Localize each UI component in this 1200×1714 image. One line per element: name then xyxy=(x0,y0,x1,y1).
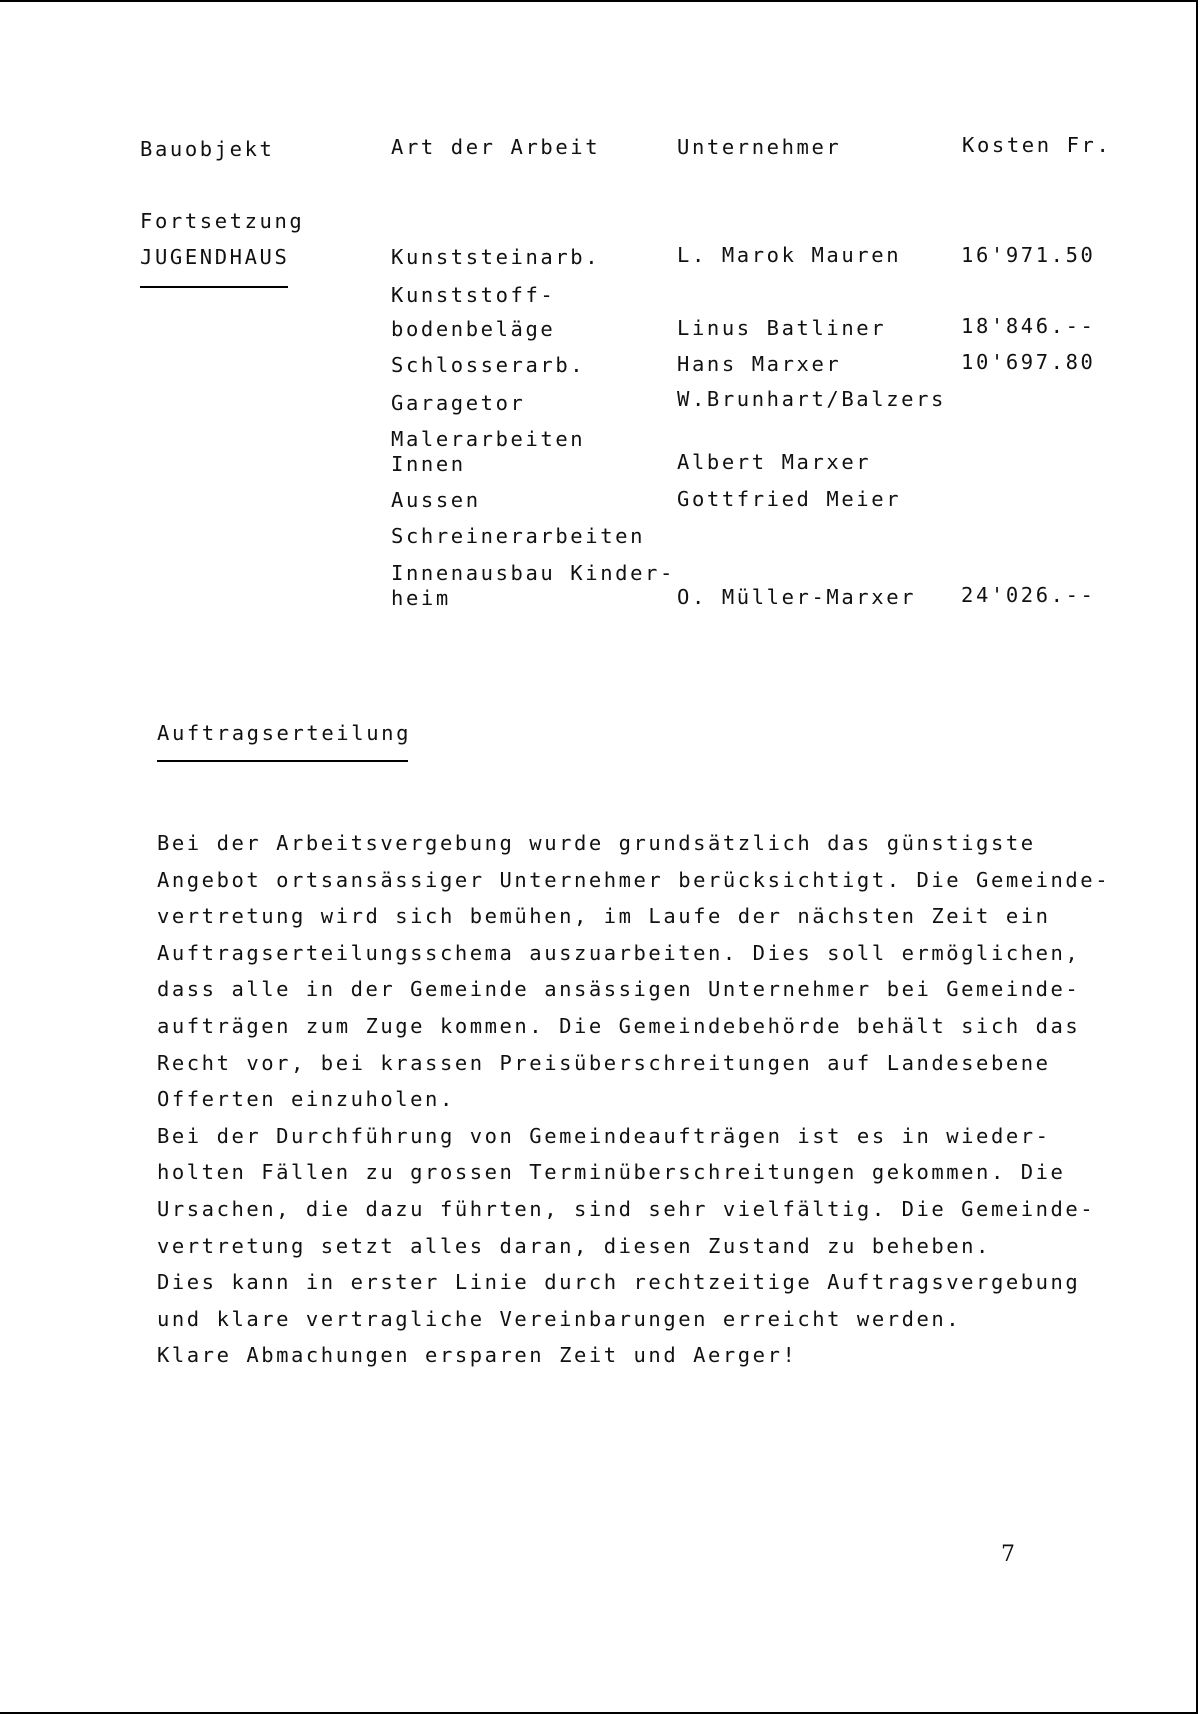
body-line: Angebot ortsansässiger Unternehmer berücksichtigt. Die Gemeinde- xyxy=(157,867,1111,892)
header-kosten: Kosten Fr. xyxy=(962,133,1112,157)
cost: 16'971.50 xyxy=(961,243,1096,267)
contractor: Gottfried Meier xyxy=(677,487,902,511)
work-item: Schreinerarbeiten xyxy=(391,524,646,548)
body-line: aufträgen zum Zuge kommen. Die Gemeindebehörde behält sich das xyxy=(157,1013,1081,1038)
body-line: Dies kann in erster Linie durch rechtzeitige Auftragsvergebung xyxy=(157,1270,1081,1295)
project-continuation: Fortsetzung xyxy=(140,209,305,233)
work-item: Kunststoff- xyxy=(391,283,556,307)
work-item: heim xyxy=(391,586,451,610)
work-item: Kunststeinarb. xyxy=(391,245,601,269)
cost: 10'697.80 xyxy=(961,350,1096,374)
work-item: Innenausbau Kinder- xyxy=(391,561,675,585)
work-item: Garagetor xyxy=(391,391,526,415)
body-text xyxy=(157,825,1110,1374)
project-underline xyxy=(140,286,288,288)
header-art-der-arbeit: Art der Arbeit xyxy=(391,135,601,159)
project-name: JUGENDHAUS xyxy=(140,245,290,269)
body-line: dass alle in der Gemeinde ansässigen Unternehmer bei Gemeinde- xyxy=(157,977,1081,1002)
header-bauobjekt: Bauobjekt xyxy=(140,137,275,161)
body-line: Bei der Arbeitsvergebung wurde grundsätzlich das günstigste xyxy=(157,831,1036,855)
cost: 18'846.-- xyxy=(961,314,1096,338)
body-line: Recht vor, bei krassen Preisüberschreitungen auf Landesebene xyxy=(157,1050,1051,1075)
section-heading-underline xyxy=(157,760,408,762)
contractor: L. Marok Mauren xyxy=(677,243,902,267)
contractor: O. Müller-Marxer xyxy=(677,585,917,609)
work-item: Aussen xyxy=(391,488,481,512)
contractor: Albert Marxer xyxy=(677,450,872,474)
contractor: W.Brunhart/Balzers xyxy=(677,387,946,411)
body-line: vertretung wird sich bemühen, im Laufe der nächsten Zeit ein xyxy=(157,904,1051,929)
body-line: Ursachen, die dazu führten, sind sehr vielfältig. Die Gemeinde- xyxy=(157,1196,1096,1221)
body-line: Klare Abmachungen ersparen Zeit und Aerger! xyxy=(157,1343,798,1368)
work-item: bodenbeläge xyxy=(391,317,556,341)
work-item: Schlosserarb. xyxy=(391,353,586,377)
header-unternehmer: Unternehmer xyxy=(677,135,842,159)
body-line: Auftragserteilungsschema auszuarbeiten. Dies soll ermöglichen, xyxy=(157,940,1081,965)
body-line: und klare vertragliche Vereinbarungen erreicht werden. xyxy=(157,1306,962,1331)
page-number: 7 xyxy=(1001,1542,1015,1567)
contractor: Linus Batliner xyxy=(677,316,887,340)
work-item: Malerarbeiten xyxy=(391,427,586,451)
body-line: Offerten einzuholen. xyxy=(157,1087,455,1112)
work-item: Innen xyxy=(391,452,466,476)
body-line: Bei der Durchführung von Gemeindeaufträgen ist es in wieder- xyxy=(157,1123,1051,1148)
cost: 24'026.-- xyxy=(961,583,1096,607)
body-line: vertretung setzt alles daran, diesen Zustand zu beheben. xyxy=(157,1233,991,1258)
section-heading: Auftragserteilung xyxy=(157,721,412,745)
contractor: Hans Marxer xyxy=(677,352,842,376)
body-line: holten Fällen zu grossen Terminüberschreitungen gekommen. Die xyxy=(157,1160,1066,1185)
